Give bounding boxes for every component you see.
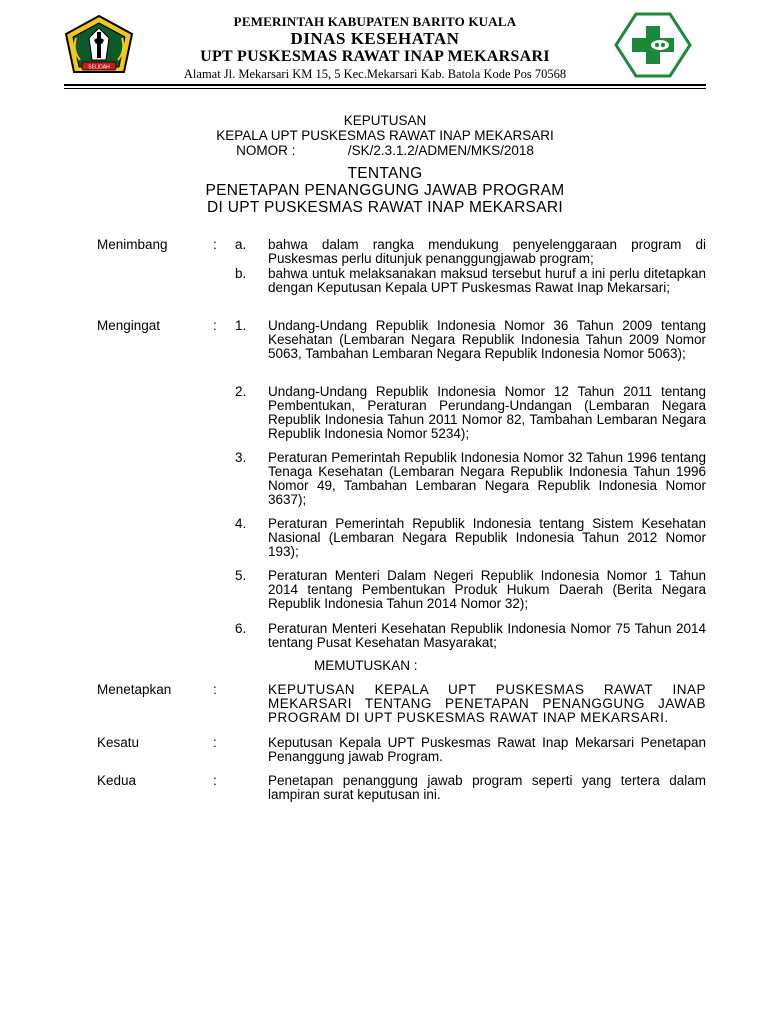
puskesmas-logo (614, 12, 692, 78)
menimbang-label: Menimbang (97, 237, 168, 252)
letterhead-government: PEMERINTAH KABUPATEN BARITO KUALA (233, 14, 517, 29)
mengingat-item-5: Peraturan Menteri Dalam Negeri Republik Indonesia Nomor 1 Tahun 2014 tentang Pembentukan Produk Hukum Daerah (Berita Negara Republik Indonesia Tahun 2014 Nomor 32); (268, 568, 706, 611)
menimbang-item-a: bahwa dalam rangka mendukung penyelenggaraan program di Puskesmas perlu ditunjuk penanggungjawab program; (268, 237, 706, 266)
mengingat-marker-6: 6. (235, 621, 247, 636)
kesatu-label: Kesatu (97, 735, 140, 750)
letterhead-unit: UPT PUSKESMAS RAWAT INAP MEKARSARI (200, 48, 550, 65)
decree-number: NOMOR : /SK/2.3.1.2/ADMEN/MKS/2018 (236, 143, 534, 158)
emblem-banner-text: SELIDAH (88, 64, 110, 71)
decree-subject-line1: PENETAPAN PENANGGUNG JAWAB PROGRAM (205, 182, 565, 199)
menimbang-colon: : (213, 237, 217, 252)
mengingat-item-2: Undang-Undang Republik Indonesia Nomor 12 Tahun 2011 tentang Pembentukan, Peraturan Perundang-Undangan (Lembaran Negara Republik Indonesia Tahun 2011 Nomor 82, Tambahan Lembaran Negara Republik Indonesia Nomor 5234); (268, 384, 706, 441)
mengingat-marker-1: 1. (235, 318, 247, 333)
mengingat-label: Mengingat (97, 318, 161, 333)
kedua-colon: : (213, 773, 217, 788)
mengingat-marker-2: 2. (235, 384, 247, 399)
letterhead-rule-thick (64, 84, 706, 86)
menimbang-marker-b: b. (235, 266, 247, 281)
menetapkan-colon: : (213, 682, 217, 697)
letterhead (140, 14, 610, 82)
menimbang-item-b: bahwa untuk melaksanakan maksud tersebut huruf a ini perlu ditetapkan dengan Keputusan Kepala UPT Puskesmas Rawat Inap Mekarsari; (268, 266, 706, 295)
decree-subject-line2: DI UPT PUSKESMAS RAWAT INAP MEKARSARI (207, 199, 563, 216)
kedua-text: Penetapan penanggung jawab program seperti yang tertera dalam lampiran surat keputusan ini. (268, 773, 706, 802)
mengingat-marker-4: 4. (235, 516, 247, 531)
mengingat-colon: : (213, 318, 217, 333)
kesatu-colon: : (213, 735, 217, 750)
letterhead-address: Alamat Jl. Mekarsari KM 15, 5 Kec.Mekarsari Kab. Batola Kode Pos 70568 (183, 67, 567, 81)
mengingat-item-3: Peraturan Pemerintah Republik Indonesia Nomor 32 Tahun 1996 tentang Tenaga Kesehatan (Lembaran Negara Republik Indonesia Tahun 1996 Nomor 49, Tambahan Lembaran Negara Republik Indonesia Nomor 3637); (268, 450, 706, 507)
mengingat-marker-3: 3. (235, 450, 247, 465)
menimbang-marker-a: a. (235, 237, 247, 252)
letterhead-rule-thin (64, 88, 706, 89)
kesatu-text: Keputusan Kepala UPT Puskesmas Rawat Inap Mekarsari Penetapan Penanggung jawab Program. (268, 735, 706, 764)
decree-about-heading: TENTANG (347, 165, 423, 182)
regency-emblem-logo (64, 14, 134, 78)
kedua-label: Kedua (97, 773, 137, 788)
decree-title: KEPUTUSAN (343, 113, 427, 128)
decree-issuer: KEPALA UPT PUSKESMAS RAWAT INAP MEKARSARI (216, 128, 554, 143)
mengingat-marker-5: 5. (235, 568, 247, 583)
menetapkan-text: KEPUTUSAN KEPALA UPT PUSKESMAS RAWAT INAP MEKARSARI TENTANG PENETAPAN PENANGGUNG JAWAB PROGRAM DI UPT PUSKESMAS RAWAT INAP MEKARSARI. (268, 682, 706, 725)
memutuskan-heading: MEMUTUSKAN : (314, 658, 418, 673)
letterhead-department: DINAS KESEHATAN (290, 29, 460, 48)
mengingat-item-6: Peraturan Menteri Kesehatan Republik Indonesia Nomor 75 Tahun 2014 tentang Pusat Kesehatan Masyarakat; (268, 621, 706, 650)
mengingat-item-1: Undang-Undang Republik Indonesia Nomor 36 Tahun 2009 tentang Kesehatan (Lembaran Negara Republik Indonesia Tahun 2009 Nomor 5063, Tambahan Lembaran Negara Republik Indonesia Nomor 5063); (268, 318, 706, 361)
menetapkan-label: Menetapkan (97, 682, 172, 697)
mengingat-item-4: Peraturan Pemerintah Republik Indonesia tentang Sistem Kesehatan Nasional (Lembaran Negara Republik Indonesia Tahun 2012 Nomor 193); (268, 516, 706, 559)
